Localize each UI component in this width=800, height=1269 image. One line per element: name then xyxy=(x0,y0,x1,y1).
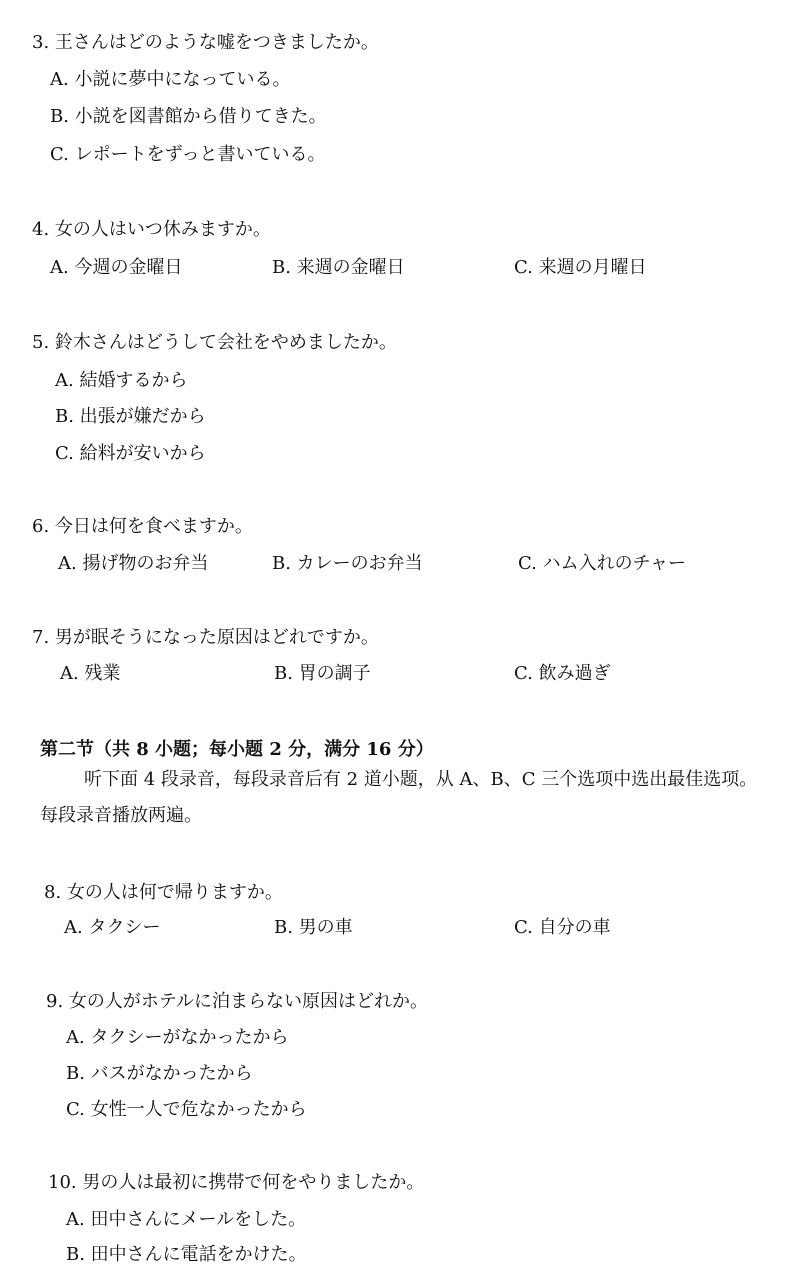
question-stem: 9. 女の人がホテルに泊まらない原因はどれか。 xyxy=(46,991,428,1012)
option-a: A. タクシー xyxy=(64,917,161,938)
option-b: B. 出張が嫌だから xyxy=(55,406,206,427)
option-a: A. 今週の金曜日 xyxy=(50,257,183,278)
option-c: C. ハム入れのチャー xyxy=(518,553,687,574)
section-title: 第二节（共 8 小题；每小题 2 分，满分 16 分） xyxy=(40,739,434,760)
option-c: C. 給料が安いから xyxy=(55,443,206,464)
option-a: A. 結婚するから xyxy=(55,370,188,391)
option-c: C. 飲み過ぎ xyxy=(514,663,611,684)
question-stem: 6. 今日は何を食べますか。 xyxy=(32,516,253,537)
option-c: C. 自分の車 xyxy=(514,917,611,938)
question-stem: 8. 女の人は何で帰りますか。 xyxy=(44,882,283,903)
question-stem: 10. 男の人は最初に携帯で何をやりましたか。 xyxy=(48,1172,425,1193)
option-b: B. 田中さんに電話をかけた。 xyxy=(66,1244,307,1265)
option-c: C. 来週の月曜日 xyxy=(514,257,647,278)
section-instruction xyxy=(40,762,790,834)
option-b: B. 小説を図書館から借りてきた。 xyxy=(50,106,327,127)
option-b: B. 来週の金曜日 xyxy=(272,257,405,278)
instruction-line: 听下面 4 段录音，每段录音后有 2 道小题，从 A、B、C 三个选项中选出最佳选项。 xyxy=(84,769,758,790)
instruction-line: 每段录音播放两遍。 xyxy=(40,805,202,826)
question-stem: 5. 鈴木さんはどうして会社をやめましたか。 xyxy=(32,332,397,353)
option-a: A. 小説に夢中になっている。 xyxy=(50,69,291,90)
option-b: B. 胃の調子 xyxy=(274,663,371,684)
option-b: B. カレーのお弁当 xyxy=(272,553,423,574)
option-b: B. バスがなかったから xyxy=(66,1063,253,1084)
option-b: B. 男の車 xyxy=(274,917,353,938)
option-a: A. タクシーがなかったから xyxy=(66,1027,289,1048)
option-a: A. 揚げ物のお弁当 xyxy=(58,553,209,574)
option-a: A. 田中さんにメールをした。 xyxy=(66,1209,307,1230)
question-stem: 4. 女の人はいつ休みますか。 xyxy=(32,219,271,240)
question-stem: 7. 男が眠そうになった原因はどれですか。 xyxy=(32,627,379,648)
question-stem: 3. 王さんはどのような嘘をつきましたか。 xyxy=(32,32,379,53)
option-c: C. レポートをずっと書いている。 xyxy=(50,144,326,165)
option-c: C. 女性一人で危なかったから xyxy=(66,1099,307,1120)
option-a: A. 残業 xyxy=(60,663,121,684)
